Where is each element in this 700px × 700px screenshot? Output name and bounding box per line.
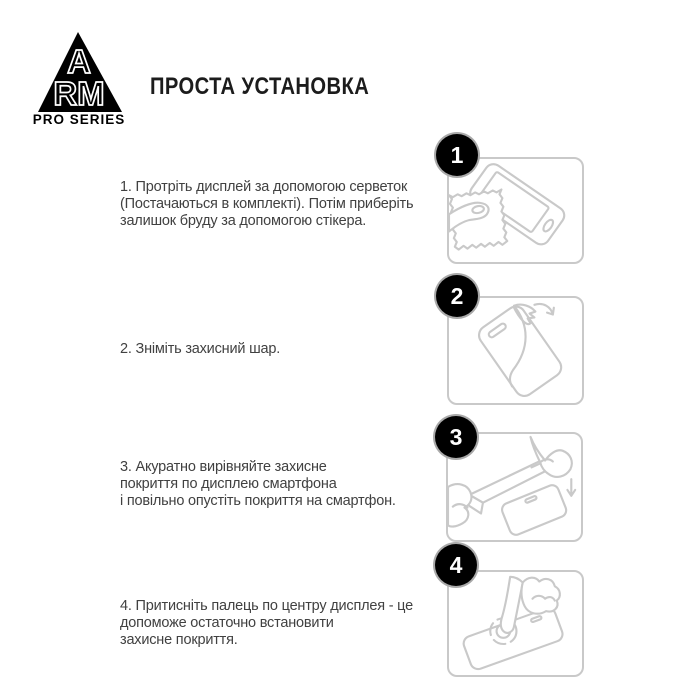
arm-pro-series-logo — [30, 24, 135, 129]
step-3-text — [120, 459, 465, 510]
step-1-line-1: 1. Протріть дисплей за допомогою серветок — [120, 179, 408, 195]
curved-arrow-icon — [534, 304, 553, 315]
step-4-text — [120, 598, 465, 649]
step-4-line-1: 4. Притисніть палець по центру дисплея - це — [120, 598, 413, 614]
step-3-line-2: покриття по дисплею смартфона — [120, 476, 337, 492]
phone-icon — [500, 483, 568, 537]
peel-layer-illustration — [449, 298, 582, 403]
logo-letters-rm: RM — [53, 75, 105, 112]
step-2-text — [120, 341, 465, 358]
step-4-line-3: захисне покриття. — [120, 632, 238, 648]
logo-subtitle: PRO SERIES — [32, 112, 126, 127]
step-4-number-badge: 4 — [435, 544, 477, 586]
step-4-line-2: допоможе остаточно встановити — [120, 615, 334, 631]
step-3-line-1: 3. Акуратно вирівняйте захисне — [120, 459, 327, 475]
step-1-line-3: залишок бруду за допомогою стікера. — [120, 213, 367, 229]
logo-letter-a: A — [67, 43, 91, 80]
press-center-illustration — [449, 572, 582, 675]
down-arrow-icon — [567, 479, 575, 496]
step-3-line-3: і повільно опустіть покриття на смартфон. — [120, 493, 396, 509]
step-1-line-2: (Постачаються в комплекті). Потім приберіть — [120, 196, 414, 212]
left-hand-icon — [448, 484, 471, 526]
page-title: ПРОСТА УСТАНОВКА — [150, 73, 370, 100]
wipe-display-illustration — [449, 159, 582, 262]
step-2-line-1: 2. Зніміть захисний шар. — [120, 341, 281, 357]
step-2-number-badge: 2 — [436, 275, 478, 317]
step-1-text — [120, 179, 465, 230]
step-3-number-badge: 3 — [435, 416, 477, 458]
step-1-number-badge: 1 — [436, 134, 478, 176]
step-4-illustration-frame — [447, 570, 584, 677]
